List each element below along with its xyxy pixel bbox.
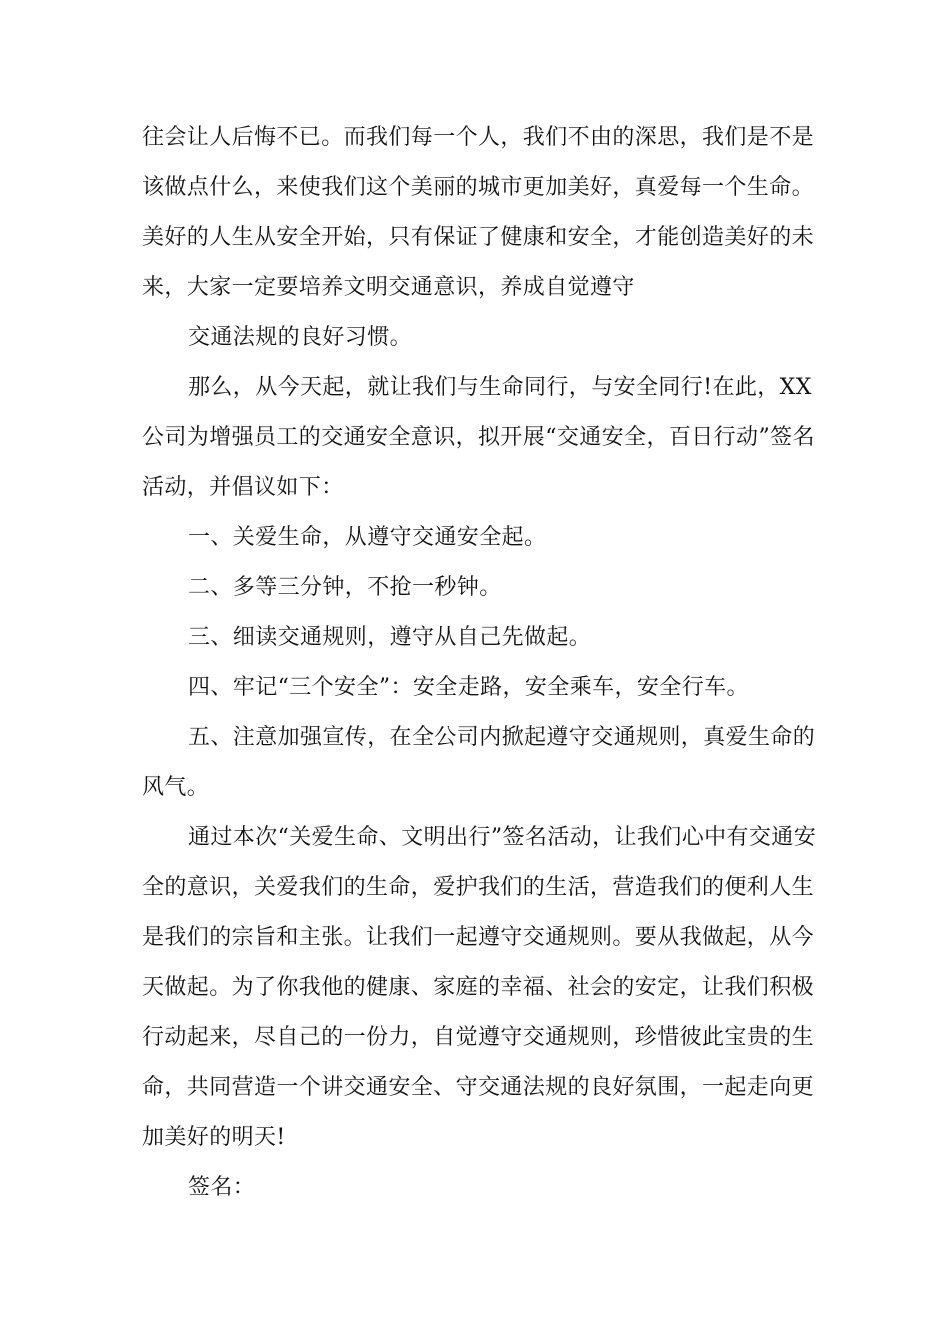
text-line: 加美好的明天! bbox=[142, 1125, 286, 1150]
text-line: 命，共同营造一个讲交通安全、守交通法规的良好氛围，一起走向更 bbox=[142, 1075, 815, 1100]
list-item: 一、关爱生命，从遵守交通安全起。 bbox=[188, 525, 547, 550]
list-item: 五、注意加强宣传，在全公司内掀起遵守交通规则，真爱生命的 bbox=[188, 725, 816, 750]
signature-label: 签名： bbox=[188, 1175, 256, 1200]
text-line: 交通法规的良好习惯。 bbox=[188, 325, 413, 350]
text-line: 往会让人后悔不已。而我们每一个人，我们不由的深思，我们是不是 bbox=[142, 125, 815, 150]
text-line: 行动起来，尽自己的一份力，自觉遵守交通规则，珍惜彼此宝贵的生 bbox=[142, 1025, 815, 1050]
text-line: 天做起。为了你我他的健康、家庭的幸福、社会的安定，让我们积极 bbox=[142, 975, 815, 1000]
text-line: 活动，并倡议如下： bbox=[142, 475, 344, 500]
text-line: 全的意识，关爱我们的生命，爱护我们的生活，营造我们的便利人生 bbox=[142, 875, 815, 900]
list-item: 三、细读交通规则，遵守从自己先做起。 bbox=[188, 625, 592, 650]
text-line: 那么，从今天起，就让我们与生命同行，与安全同行!在此，XX bbox=[188, 375, 812, 400]
text-line: 是我们的宗旨和主张。让我们一起遵守交通规则。要从我做起，从今 bbox=[142, 925, 815, 950]
text-line: 风气。 bbox=[142, 775, 210, 800]
text-line: 来，大家一定要培养文明交通意识，养成自觉遵守 bbox=[142, 275, 635, 300]
text-line: 该做点什么，来使我们这个美丽的城市更加美好，真爱每一个生命。 bbox=[142, 175, 815, 200]
text-line: 美好的人生从安全开始，只有保证了健康和安全，才能创造美好的未 bbox=[142, 225, 815, 250]
text-line: 通过本次“关爱生命、文明出行”签名活动，让我们心中有交通安 bbox=[188, 825, 817, 850]
list-item: 二、多等三分钟，不抢一秒钟。 bbox=[188, 575, 502, 600]
text-line: 公司为增强员工的交通安全意识，拟开展“交通安全，百日行动”签名 bbox=[142, 425, 815, 450]
list-item: 四、牢记“三个安全”：安全走路，安全乘车，安全行车。 bbox=[188, 675, 749, 700]
